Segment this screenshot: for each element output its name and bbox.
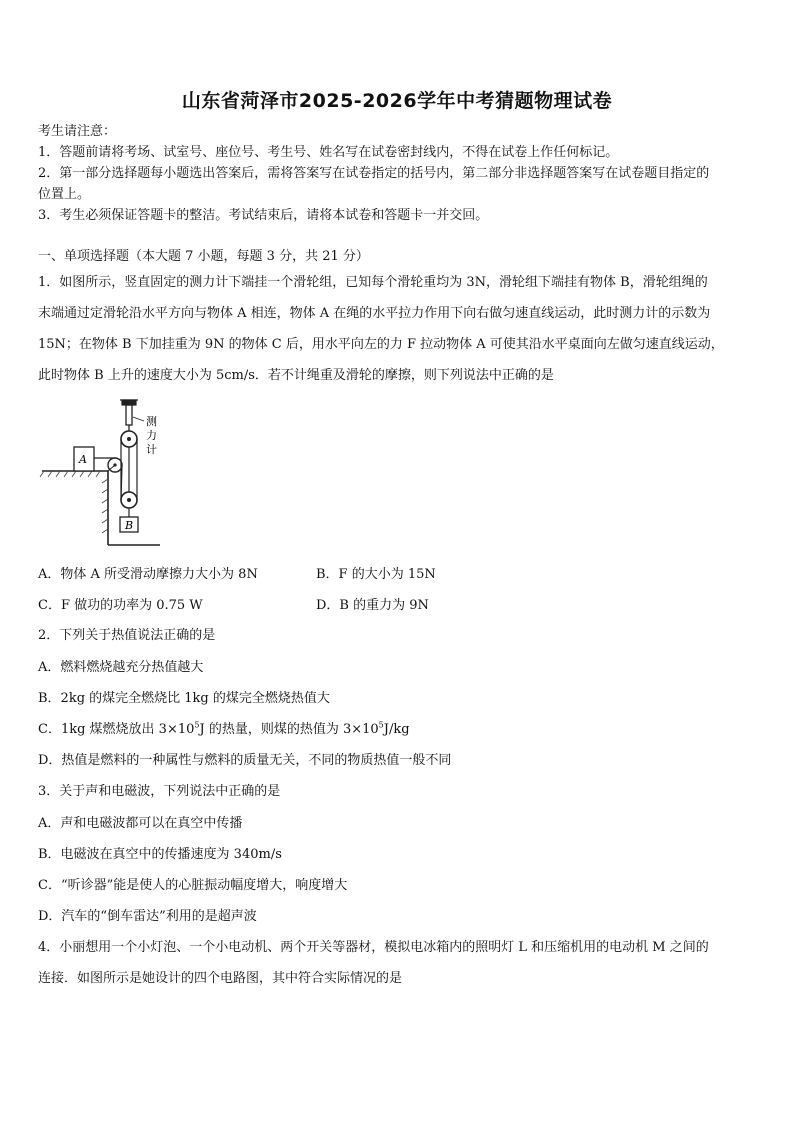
q1-figure-meter-char-1: 测 [146,415,157,428]
q3-option-c: C．“听诊器”能是使人的心脏振动幅度增大，响度增大 [38,878,348,893]
q1-line-4: 此时物体 B 上升的速度大小为 5cm/s．若不计绳重及滑轮的摩擦，则下列说法中正确的是 [38,368,554,383]
q4-line-1: 4．小丽想用一个小灯泡、一个小电动机、两个开关等器材，模拟电冰箱内的照明灯 L 和压缩机用的电动机 M 之间的 [38,940,709,955]
q2-c-part-3: J/kg [383,722,410,737]
q1-option-c: C．F 做功的功率为 0.75 W [38,598,203,613]
q1-figure-label-a: A [79,453,87,466]
q3-option-d: D．汽车的“倒车雷达”利用的是超声波 [38,909,257,924]
q1-figure-meter-char-3: 计 [146,443,157,456]
q1-line-2: 末端通过定滑轮沿水平方向与物体 A 相连，物体 A 在绳的水平拉力作用下向右做匀速直线运动，此时测力计的示数为 [38,306,711,321]
notice-item-3: 3．考生必须保证答题卡的整洁。考试结束后，请将本试卷和答题卡一并交回。 [38,208,489,223]
q4-line-2: 连接．如图所示是她设计的四个电路图，其中符合实际情况的是 [38,971,403,986]
section-heading: 一、单项选择题（本大题 7 小题，每题 3 分，共 21 分） [38,249,369,264]
q2-c-part-2: J 的热量，则煤的热值为 3×10 [199,722,379,737]
q1-figure-meter-char-2: 力 [146,429,157,442]
q1-option-b: B．F 的大小为 15N [316,567,436,582]
notice-item-2-cont: 位置上。 [38,187,91,202]
q1-line-3: 15N；在物体 B 下加挂重为 9N 的物体 C 后，用水平向左的力 F 拉动物体 A 可使其沿水平桌面向左做匀速直线运动， [38,337,724,352]
q2-option-b: B．2kg 的煤完全燃烧比 1kg 的煤完全燃烧热值大 [38,691,330,706]
q2-c-part-1: C．1kg 煤燃烧放出 3×10 [38,722,195,737]
q3-stem: 3．关于声和电磁波，下列说法中正确的是 [38,784,281,799]
q2-stem: 2．下列关于热值说法正确的是 [38,628,216,643]
q1-line-1: 1．如图所示，竖直固定的测力计下端挂一个滑轮组，已知每个滑轮重均为 3N，滑轮组下端挂有物体 B，滑轮组绳的 [38,275,708,290]
q2-option-a: A．燃料燃烧越充分热值越大 [38,660,204,675]
notice-heading: 考生请注意： [38,124,117,139]
q2-option-c [38,718,410,737]
page-title: 山东省菏泽市2025-2026学年中考猜题物理试卷 [181,90,613,112]
q1-pulley-figure [36,395,176,550]
q1-figure-label-b: B [125,519,134,532]
q3-option-a: A．声和电磁波都可以在真空中传播 [38,816,243,831]
q1-option-d: D．B 的重力为 9N [316,598,429,613]
notice-item-1: 1．答题前请将考场、试室号、座位号、考生号、姓名写在试卷密封线内，不得在试卷上作任何标记。 [38,145,619,160]
q2-c-exp-2: 5 [378,720,384,730]
notice-item-2: 2．第一部分选择题每小题选出答案后，需将答案写在试卷指定的括号内，第二部分非选择题答案写在试卷题目指定的 [38,166,710,181]
q2-c-exp-1: 5 [194,720,200,730]
q1-option-a: A．物体 A 所受滑动摩擦力大小为 8N [38,567,258,582]
q2-option-d: D．热值是燃料的一种属性与燃料的质量无关，不同的物质热值一般不同 [38,753,452,768]
q3-option-b: B．电磁波在真空中的传播速度为 340m/s [38,847,282,862]
